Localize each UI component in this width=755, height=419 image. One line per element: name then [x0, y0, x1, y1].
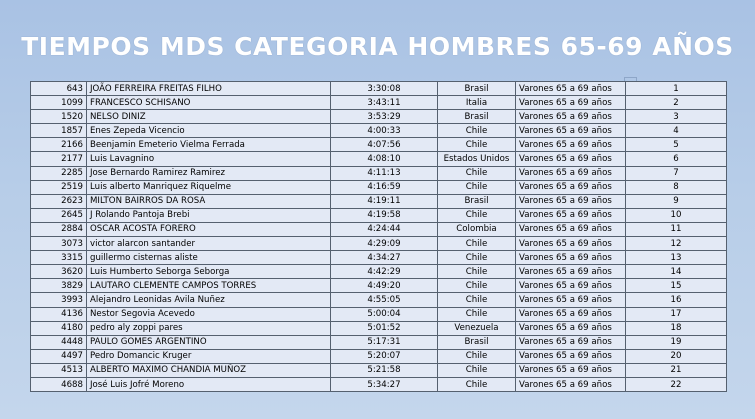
place-cell[interactable]: 11	[626, 222, 727, 236]
runner-name-cell[interactable]: OSCAR ACOSTA FORERO	[87, 222, 331, 236]
table-row	[31, 377, 727, 391]
runner-name-cell[interactable]: LAUTARO CLEMENTE CAMPOS TORRES	[87, 279, 331, 293]
category-cell[interactable]: Varones 65 a 69 años	[516, 138, 626, 152]
finish-time-cell[interactable]: 4:19:58	[331, 208, 438, 222]
table-row	[31, 265, 727, 279]
finish-time-cell[interactable]: 4:16:59	[331, 180, 438, 194]
finish-time-cell[interactable]: 3:43:11	[331, 96, 438, 110]
country-cell[interactable]: Chile	[438, 251, 516, 265]
bib-cell[interactable]: 2166	[31, 138, 87, 152]
bib-cell[interactable]: 4448	[31, 335, 87, 349]
category-cell[interactable]: Varones 65 a 69 años	[516, 152, 626, 166]
runner-name-cell[interactable]: PAULO GOMES ARGENTINO	[87, 335, 331, 349]
table-row	[31, 222, 727, 236]
runner-name-cell[interactable]: guillermo cisternas aliste	[87, 251, 331, 265]
country-cell[interactable]: Estados Unidos	[438, 152, 516, 166]
finish-time-cell[interactable]: 3:53:29	[331, 110, 438, 124]
bib-cell[interactable]: 3315	[31, 251, 87, 265]
category-cell[interactable]: Varones 65 a 69 años	[516, 321, 626, 335]
bib-cell[interactable]: 4497	[31, 349, 87, 363]
bib-cell[interactable]: 2623	[31, 194, 87, 208]
finish-time-cell[interactable]: 5:00:04	[331, 307, 438, 321]
finish-time-cell[interactable]: 4:08:10	[331, 152, 438, 166]
place-cell[interactable]: 8	[626, 180, 727, 194]
category-cell[interactable]: Varones 65 a 69 años	[516, 222, 626, 236]
bib-cell[interactable]: 3829	[31, 279, 87, 293]
category-cell[interactable]: Varones 65 a 69 años	[516, 251, 626, 265]
category-cell[interactable]: Varones 65 a 69 años	[516, 307, 626, 321]
table-row	[31, 349, 727, 363]
bib-cell[interactable]: 2177	[31, 152, 87, 166]
place-cell[interactable]: 20	[626, 349, 727, 363]
bib-cell[interactable]: 2884	[31, 222, 87, 236]
country-cell[interactable]: Chile	[438, 349, 516, 363]
place-cell[interactable]: 7	[626, 166, 727, 180]
finish-time-cell[interactable]: 5:21:58	[331, 363, 438, 377]
table-row	[31, 208, 727, 222]
country-cell[interactable]: Venezuela	[438, 321, 516, 335]
country-cell[interactable]: Chile	[438, 208, 516, 222]
category-cell[interactable]: Varones 65 a 69 años	[516, 265, 626, 279]
results-table	[30, 81, 727, 392]
bib-cell[interactable]: 643	[31, 82, 87, 96]
runner-name-cell[interactable]: Enes Zepeda Vicencio	[87, 124, 331, 138]
place-cell[interactable]: 13	[626, 251, 727, 265]
finish-time-cell[interactable]: 4:34:27	[331, 251, 438, 265]
runner-name-cell[interactable]: NELSO DINIZ	[87, 110, 331, 124]
table-row	[31, 180, 727, 194]
table-row	[31, 152, 727, 166]
category-cell[interactable]: Varones 65 a 69 años	[516, 349, 626, 363]
country-cell[interactable]: Chile	[438, 377, 516, 391]
place-cell[interactable]: 5	[626, 138, 727, 152]
table-row	[31, 293, 727, 307]
table-row	[31, 321, 727, 335]
category-cell[interactable]: Varones 65 a 69 años	[516, 194, 626, 208]
category-cell[interactable]: Varones 65 a 69 años	[516, 180, 626, 194]
place-cell[interactable]: 17	[626, 307, 727, 321]
finish-time-cell[interactable]: 4:29:09	[331, 237, 438, 251]
finish-time-cell[interactable]: 4:11:13	[331, 166, 438, 180]
place-cell[interactable]: 9	[626, 194, 727, 208]
table-row	[31, 96, 727, 110]
country-cell[interactable]: Chile	[438, 307, 516, 321]
place-cell[interactable]: 4	[626, 124, 727, 138]
bib-cell[interactable]: 2285	[31, 166, 87, 180]
page-title: TIEMPOS MDS CATEGORIA HOMBRES 65-69 AÑOS	[21, 32, 734, 61]
category-cell[interactable]: Varones 65 a 69 años	[516, 110, 626, 124]
place-cell[interactable]: 6	[626, 152, 727, 166]
table-row	[31, 363, 727, 377]
country-cell[interactable]: Italia	[438, 96, 516, 110]
country-cell[interactable]: Chile	[438, 265, 516, 279]
place-cell[interactable]: 10	[626, 208, 727, 222]
runner-name-cell[interactable]: Luis Lavagnino	[87, 152, 331, 166]
runner-name-cell[interactable]: Nestor Segovia Acevedo	[87, 307, 331, 321]
place-cell[interactable]: 18	[626, 321, 727, 335]
bib-cell[interactable]: 2519	[31, 180, 87, 194]
table-row	[31, 307, 727, 321]
runner-name-cell[interactable]: Alejandro Leonidas Avila Nuñez	[87, 293, 331, 307]
bib-cell[interactable]: 1520	[31, 110, 87, 124]
results-sheet	[30, 81, 726, 392]
finish-time-cell[interactable]: 4:42:29	[331, 265, 438, 279]
finish-time-cell[interactable]: 4:55:05	[331, 293, 438, 307]
bib-cell[interactable]: 1857	[31, 124, 87, 138]
place-cell[interactable]: 19	[626, 335, 727, 349]
category-cell[interactable]: Varones 65 a 69 años	[516, 279, 626, 293]
country-cell[interactable]: Chile	[438, 237, 516, 251]
category-cell[interactable]: Varones 65 a 69 años	[516, 335, 626, 349]
place-cell[interactable]: 21	[626, 363, 727, 377]
finish-time-cell[interactable]: 4:00:33	[331, 124, 438, 138]
bib-cell[interactable]: 3993	[31, 293, 87, 307]
country-cell[interactable]: Chile	[438, 180, 516, 194]
runner-name-cell[interactable]: Pedro Domancic Kruger	[87, 349, 331, 363]
country-cell[interactable]: Chile	[438, 124, 516, 138]
table-row	[31, 110, 727, 124]
category-cell[interactable]: Varones 65 a 69 años	[516, 166, 626, 180]
country-cell[interactable]: Brasil	[438, 194, 516, 208]
country-cell[interactable]: Brasil	[438, 335, 516, 349]
runner-name-cell[interactable]: José Luis Jofré Moreno	[87, 377, 331, 391]
table-row	[31, 166, 727, 180]
table-row	[31, 82, 727, 96]
place-cell[interactable]: 3	[626, 110, 727, 124]
table-row	[31, 279, 727, 293]
bib-cell[interactable]: 4180	[31, 321, 87, 335]
place-cell[interactable]: 16	[626, 293, 727, 307]
country-cell[interactable]: Brasil	[438, 82, 516, 96]
runner-name-cell[interactable]: Jose Bernardo Ramirez Ramirez	[87, 166, 331, 180]
finish-time-cell[interactable]: 4:07:56	[331, 138, 438, 152]
runner-name-cell[interactable]: pedro aly zoppi pares	[87, 321, 331, 335]
place-cell[interactable]: 2	[626, 96, 727, 110]
table-row	[31, 335, 727, 349]
runner-name-cell[interactable]: Luis alberto Manriquez Riquelme	[87, 180, 331, 194]
runner-name-cell[interactable]: victor alarcon santander	[87, 237, 331, 251]
place-cell[interactable]: 15	[626, 279, 727, 293]
country-cell[interactable]: Chile	[438, 166, 516, 180]
runner-name-cell[interactable]: MILTON BAIRROS DA ROSA	[87, 194, 331, 208]
bib-cell[interactable]: 3620	[31, 265, 87, 279]
country-cell[interactable]: Chile	[438, 279, 516, 293]
bib-cell[interactable]: 4136	[31, 307, 87, 321]
place-cell[interactable]: 14	[626, 265, 727, 279]
finish-time-cell[interactable]: 5:34:27	[331, 377, 438, 391]
country-cell[interactable]: Chile	[438, 138, 516, 152]
finish-time-cell[interactable]: 4:24:44	[331, 222, 438, 236]
country-cell[interactable]: Colombia	[438, 222, 516, 236]
runner-name-cell[interactable]: ALBERTO MAXIMO CHANDIA MUÑOZ	[87, 363, 331, 377]
table-row	[31, 194, 727, 208]
bib-cell[interactable]: 2645	[31, 208, 87, 222]
runner-name-cell[interactable]: JOÃO FERREIRA FREITAS FILHO	[87, 82, 331, 96]
place-cell[interactable]: 12	[626, 237, 727, 251]
country-cell[interactable]: Chile	[438, 363, 516, 377]
bib-cell[interactable]: 1099	[31, 96, 87, 110]
table-row	[31, 251, 727, 265]
table-row	[31, 138, 727, 152]
bib-cell[interactable]: 3073	[31, 237, 87, 251]
table-row	[31, 237, 727, 251]
bib-cell[interactable]: 4513	[31, 363, 87, 377]
finish-time-cell[interactable]: 5:20:07	[331, 349, 438, 363]
finish-time-cell[interactable]: 3:30:08	[331, 82, 438, 96]
place-cell[interactable]: 1	[626, 82, 727, 96]
finish-time-cell[interactable]: 5:01:52	[331, 321, 438, 335]
bib-cell[interactable]: 4688	[31, 377, 87, 391]
finish-time-cell[interactable]: 4:19:11	[331, 194, 438, 208]
place-cell[interactable]: 22	[626, 377, 727, 391]
category-cell[interactable]: Varones 65 a 69 años	[516, 377, 626, 391]
category-cell[interactable]: Varones 65 a 69 años	[516, 82, 626, 96]
runner-name-cell[interactable]: Beenjamin Emeterio Vielma Ferrada	[87, 138, 331, 152]
category-cell[interactable]: Varones 65 a 69 años	[516, 363, 626, 377]
table-row	[31, 124, 727, 138]
runner-name-cell[interactable]: J Rolando Pantoja Brebi	[87, 208, 331, 222]
category-cell[interactable]: Varones 65 a 69 años	[516, 96, 626, 110]
finish-time-cell[interactable]: 4:49:20	[331, 279, 438, 293]
category-cell[interactable]: Varones 65 a 69 años	[516, 293, 626, 307]
results-table-body	[31, 82, 727, 392]
country-cell[interactable]: Brasil	[438, 110, 516, 124]
finish-time-cell[interactable]: 5:17:31	[331, 335, 438, 349]
category-cell[interactable]: Varones 65 a 69 años	[516, 208, 626, 222]
category-cell[interactable]: Varones 65 a 69 años	[516, 124, 626, 138]
runner-name-cell[interactable]: Luis Humberto Seborga Seborga	[87, 265, 331, 279]
country-cell[interactable]: Chile	[438, 293, 516, 307]
category-cell[interactable]: Varones 65 a 69 años	[516, 237, 626, 251]
runner-name-cell[interactable]: FRANCESCO SCHISANO	[87, 96, 331, 110]
